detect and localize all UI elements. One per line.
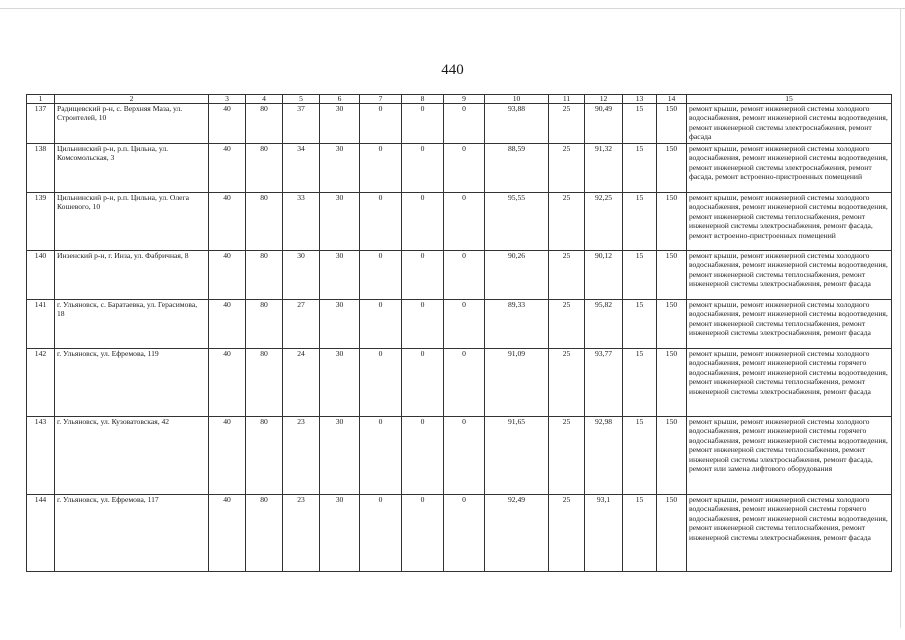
value-cell-c13: 15	[623, 417, 657, 495]
value-cell-c7: 0	[360, 104, 402, 144]
row-number-cell: 137	[27, 104, 55, 144]
value-cell-c5: 23	[283, 417, 320, 495]
column-header-13: 13	[623, 95, 657, 104]
scan-edge-top	[0, 8, 905, 9]
column-header-6: 6	[320, 95, 360, 104]
table-row	[27, 251, 892, 300]
value-cell-c12: 93,1	[585, 495, 623, 572]
value-cell-c10: 88,59	[485, 144, 549, 193]
value-cell-c6: 30	[320, 144, 360, 193]
value-cell-c14: 150	[657, 251, 687, 300]
column-header-11: 11	[549, 95, 585, 104]
address-cell: г. Ульяновск, ул. Ефремова, 117	[55, 495, 209, 572]
table-row	[27, 104, 892, 144]
value-cell-c3: 40	[209, 193, 246, 251]
value-cell-c7: 0	[360, 417, 402, 495]
value-cell-c11: 25	[549, 193, 585, 251]
column-header-8: 8	[402, 95, 444, 104]
table-row	[27, 417, 892, 495]
value-cell-c14: 150	[657, 104, 687, 144]
value-cell-c13: 15	[623, 495, 657, 572]
value-cell-c6: 30	[320, 251, 360, 300]
row-number-cell: 144	[27, 495, 55, 572]
row-number-cell: 141	[27, 300, 55, 349]
value-cell-c4: 80	[246, 144, 283, 193]
value-cell-c8: 0	[402, 349, 444, 417]
value-cell-c8: 0	[402, 144, 444, 193]
address-cell: Цильнинский р-н, р.п. Цильна, ул. Олега Кошевого, 10	[55, 193, 209, 251]
value-cell-c10: 91,65	[485, 417, 549, 495]
value-cell-c7: 0	[360, 349, 402, 417]
address-cell: г. Ульяновск, с. Баратаевка, ул. Герасимова, 18	[55, 300, 209, 349]
works-cell: ремонт крыши, ремонт инженерной системы холодного водоснабжения, ремонт инженерной системы водоотведения, ремонт инженерной системы теплоснабжения, ремонт инженерной системы электроснабжения, ремонт фасада, ремонт встроенно-пристроенных помещений	[687, 193, 892, 251]
registry-table	[26, 94, 892, 572]
value-cell-c14: 150	[657, 495, 687, 572]
table-row	[27, 144, 892, 193]
value-cell-c3: 40	[209, 104, 246, 144]
column-header-9: 9	[444, 95, 485, 104]
table-header	[27, 95, 892, 104]
value-cell-c10: 95,55	[485, 193, 549, 251]
value-cell-c3: 40	[209, 300, 246, 349]
value-cell-c9: 0	[444, 417, 485, 495]
address-cell: Инзенский р-н, г. Инза, ул. Фабричная, 8	[55, 251, 209, 300]
value-cell-c4: 80	[246, 417, 283, 495]
value-cell-c5: 34	[283, 144, 320, 193]
column-header-7: 7	[360, 95, 402, 104]
value-cell-c14: 150	[657, 417, 687, 495]
value-cell-c9: 0	[444, 349, 485, 417]
row-number-cell: 140	[27, 251, 55, 300]
value-cell-c13: 15	[623, 251, 657, 300]
value-cell-c5: 33	[283, 193, 320, 251]
value-cell-c4: 80	[246, 251, 283, 300]
value-cell-c3: 40	[209, 417, 246, 495]
address-cell: Радищевский р-н, с. Верхняя Маза, ул. Строителей, 10	[55, 104, 209, 144]
value-cell-c9: 0	[444, 300, 485, 349]
value-cell-c7: 0	[360, 251, 402, 300]
value-cell-c3: 40	[209, 144, 246, 193]
value-cell-c6: 30	[320, 300, 360, 349]
value-cell-c10: 92,49	[485, 495, 549, 572]
column-header-15: 15	[687, 95, 892, 104]
table-row	[27, 193, 892, 251]
row-number-cell: 139	[27, 193, 55, 251]
row-number-cell: 143	[27, 417, 55, 495]
value-cell-c6: 30	[320, 349, 360, 417]
scan-edge-right	[900, 8, 901, 628]
value-cell-c12: 92,98	[585, 417, 623, 495]
value-cell-c12: 95,82	[585, 300, 623, 349]
address-cell: г. Ульяновск, ул. Кузоватовская, 42	[55, 417, 209, 495]
value-cell-c4: 80	[246, 495, 283, 572]
value-cell-c12: 91,32	[585, 144, 623, 193]
value-cell-c14: 150	[657, 144, 687, 193]
value-cell-c5: 37	[283, 104, 320, 144]
column-header-4: 4	[246, 95, 283, 104]
value-cell-c4: 80	[246, 300, 283, 349]
column-header-1: 1	[27, 95, 55, 104]
value-cell-c14: 150	[657, 193, 687, 251]
value-cell-c5: 27	[283, 300, 320, 349]
works-cell: ремонт крыши, ремонт инженерной системы холодного водоснабжения, ремонт инженерной системы горячего водоснабжения, ремонт инженерной системы водоотведения, ремонт инженерной системы теплоснабжения, ремонт инженерной системы электроснабжения, ремонт фасада, ремонт или замена лифтового оборудования	[687, 417, 892, 495]
value-cell-c6: 30	[320, 193, 360, 251]
column-header-12: 12	[585, 95, 623, 104]
value-cell-c7: 0	[360, 300, 402, 349]
value-cell-c8: 0	[402, 104, 444, 144]
value-cell-c12: 90,49	[585, 104, 623, 144]
works-cell: ремонт крыши, ремонт инженерной системы холодного водоснабжения, ремонт инженерной системы горячего водоснабжения, ремонт инженерной системы водоотведения, ремонт инженерной системы теплоснабжения, ремонт инженерной системы электроснабжения, ремонт фасада	[687, 349, 892, 417]
value-cell-c8: 0	[402, 495, 444, 572]
works-cell: ремонт крыши, ремонт инженерной системы холодного водоснабжения, ремонт инженерной системы горячего водоснабжения, ремонт инженерной системы водоотведения, ремонт инженерной системы теплоснабжения, ремонт инженерной системы электроснабжения, ремонт фасада	[687, 495, 892, 572]
works-cell: ремонт крыши, ремонт инженерной системы холодного водоснабжения, ремонт инженерной системы водоотведения, ремонт инженерной системы теплоснабжения, ремонт инженерной системы электроснабжения, ремонт фасада	[687, 251, 892, 300]
address-cell: Цильнинский р-н, р.п. Цильна, ул. Комсомольская, 3	[55, 144, 209, 193]
value-cell-c14: 150	[657, 349, 687, 417]
value-cell-c6: 30	[320, 104, 360, 144]
value-cell-c10: 93,88	[485, 104, 549, 144]
value-cell-c11: 25	[549, 251, 585, 300]
value-cell-c3: 40	[209, 251, 246, 300]
value-cell-c13: 15	[623, 349, 657, 417]
value-cell-c14: 150	[657, 300, 687, 349]
value-cell-c12: 90,12	[585, 251, 623, 300]
value-cell-c3: 40	[209, 495, 246, 572]
value-cell-c9: 0	[444, 193, 485, 251]
column-header-5: 5	[283, 95, 320, 104]
value-cell-c13: 15	[623, 104, 657, 144]
works-cell: ремонт крыши, ремонт инженерной системы холодного водоснабжения, ремонт инженерной системы водоотведения, ремонт инженерной системы электроснабжения, ремонт фасада	[687, 104, 892, 144]
column-header-3: 3	[209, 95, 246, 104]
value-cell-c13: 15	[623, 144, 657, 193]
value-cell-c8: 0	[402, 251, 444, 300]
value-cell-c7: 0	[360, 193, 402, 251]
value-cell-c13: 15	[623, 193, 657, 251]
value-cell-c11: 25	[549, 417, 585, 495]
value-cell-c11: 25	[549, 349, 585, 417]
value-cell-c9: 0	[444, 495, 485, 572]
value-cell-c4: 80	[246, 193, 283, 251]
column-header-2: 2	[55, 95, 209, 104]
value-cell-c11: 25	[549, 495, 585, 572]
works-cell: ремонт крыши, ремонт инженерной системы холодного водоснабжения, ремонт инженерной системы водоотведения, ремонт инженерной системы теплоснабжения, ремонт инженерной системы электроснабжения, ремонт фасада	[687, 300, 892, 349]
value-cell-c3: 40	[209, 349, 246, 417]
value-cell-c6: 30	[320, 417, 360, 495]
value-cell-c8: 0	[402, 417, 444, 495]
value-cell-c9: 0	[444, 144, 485, 193]
value-cell-c10: 90,26	[485, 251, 549, 300]
header-row	[27, 95, 892, 104]
value-cell-c12: 93,77	[585, 349, 623, 417]
value-cell-c5: 23	[283, 495, 320, 572]
row-number-cell: 142	[27, 349, 55, 417]
value-cell-c4: 80	[246, 104, 283, 144]
table-row	[27, 300, 892, 349]
table-body	[27, 104, 892, 572]
value-cell-c9: 0	[444, 251, 485, 300]
row-number-cell: 138	[27, 144, 55, 193]
works-cell: ремонт крыши, ремонт инженерной системы холодного водоснабжения, ремонт инженерной системы водоотведения, ремонт инженерной системы электроснабжения, ремонт фасада, ремонт встроенно-пристроенных помещений	[687, 144, 892, 193]
value-cell-c13: 15	[623, 300, 657, 349]
value-cell-c5: 24	[283, 349, 320, 417]
value-cell-c4: 80	[246, 349, 283, 417]
value-cell-c10: 89,33	[485, 300, 549, 349]
value-cell-c6: 30	[320, 495, 360, 572]
value-cell-c8: 0	[402, 300, 444, 349]
table-row	[27, 349, 892, 417]
table-row	[27, 495, 892, 572]
value-cell-c11: 25	[549, 300, 585, 349]
column-header-10: 10	[485, 95, 549, 104]
address-cell: г. Ульяновск, ул. Ефремова, 119	[55, 349, 209, 417]
value-cell-c11: 25	[549, 104, 585, 144]
page-number: 440	[441, 62, 464, 78]
value-cell-c9: 0	[444, 104, 485, 144]
value-cell-c7: 0	[360, 495, 402, 572]
column-header-14: 14	[657, 95, 687, 104]
value-cell-c7: 0	[360, 144, 402, 193]
value-cell-c12: 92,25	[585, 193, 623, 251]
value-cell-c11: 25	[549, 144, 585, 193]
value-cell-c10: 91,09	[485, 349, 549, 417]
value-cell-c5: 30	[283, 251, 320, 300]
value-cell-c8: 0	[402, 193, 444, 251]
